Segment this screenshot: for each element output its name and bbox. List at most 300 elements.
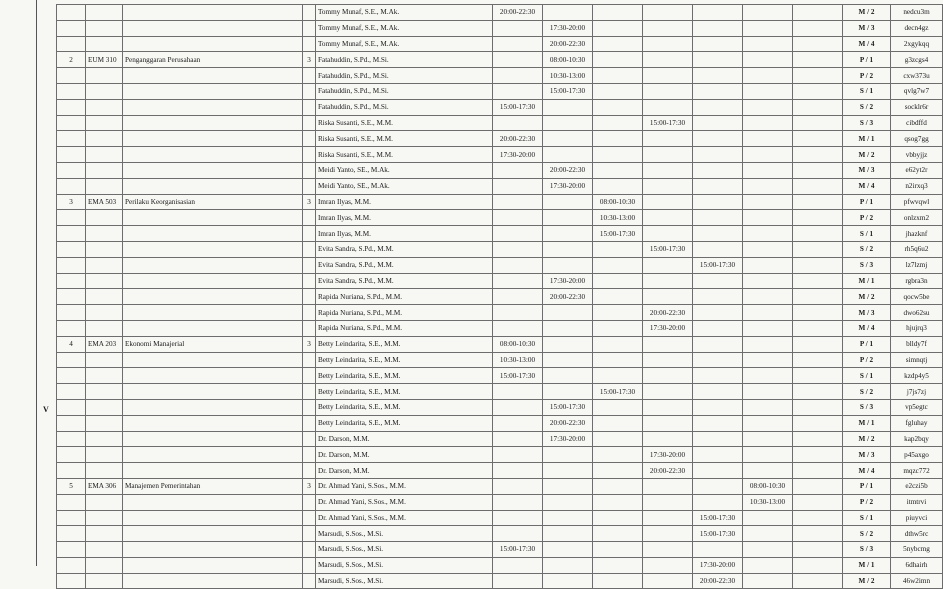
time-slot-cell <box>793 83 843 99</box>
credit-cell <box>303 352 316 368</box>
course-number-cell <box>57 384 86 400</box>
time-slot-cell <box>643 399 693 415</box>
left-margin-rule <box>36 0 37 566</box>
course-name-cell <box>123 510 303 526</box>
time-slot-cell: 08:00-10:30 <box>493 336 543 352</box>
credit-cell <box>303 162 316 178</box>
time-slot-cell <box>743 210 793 226</box>
time-slot-cell <box>643 289 693 305</box>
time-slot-cell <box>743 305 793 321</box>
time-slot-cell <box>543 99 593 115</box>
time-slot-cell <box>793 289 843 305</box>
time-slot-cell <box>643 52 693 68</box>
class-token-cell: mqzc772 <box>891 463 943 479</box>
course-code-cell <box>86 83 123 99</box>
course-name-cell <box>123 99 303 115</box>
lecturer-cell: Evita Sandra, S.Pd., M.M. <box>316 241 493 257</box>
course-code-cell: EMA 203 <box>86 336 123 352</box>
time-slot-cell <box>593 447 643 463</box>
credit-cell <box>303 431 316 447</box>
time-slot-cell <box>643 542 693 558</box>
time-slot-cell <box>593 415 643 431</box>
class-token-cell: onlzxm2 <box>891 210 943 226</box>
course-code-cell <box>86 273 123 289</box>
time-slot-cell <box>693 226 743 242</box>
time-slot-cell <box>593 352 643 368</box>
time-slot-cell <box>743 526 793 542</box>
class-token-cell: 46w2imn <box>891 573 943 589</box>
time-slot-cell <box>693 83 743 99</box>
time-slot-cell <box>543 526 593 542</box>
credit-cell <box>303 83 316 99</box>
lecturer-cell: Riska Susanti, S.E., M.M. <box>316 147 493 163</box>
time-slot-cell <box>493 320 543 336</box>
time-slot-cell: 20:00-22:30 <box>643 463 693 479</box>
time-slot-cell <box>543 147 593 163</box>
time-slot-cell <box>493 573 543 589</box>
time-slot-cell <box>793 241 843 257</box>
course-number-cell <box>57 320 86 336</box>
time-slot-cell <box>493 162 543 178</box>
class-token-cell: fgluhay <box>891 415 943 431</box>
course-number-cell <box>57 20 86 36</box>
class-room-cell: S / 2 <box>843 241 891 257</box>
class-token-cell: 6dhairh <box>891 557 943 573</box>
class-room-cell: M / 2 <box>843 5 891 21</box>
course-code-cell <box>86 131 123 147</box>
class-token-cell: vbbyjjz <box>891 147 943 163</box>
time-slot-cell <box>493 83 543 99</box>
time-slot-cell <box>643 478 693 494</box>
credit-cell <box>303 5 316 21</box>
time-slot-cell <box>543 210 593 226</box>
time-slot-cell <box>493 241 543 257</box>
course-name-cell <box>123 210 303 226</box>
lecturer-cell: Tommy Munaf, S.E., M.Ak. <box>316 36 493 52</box>
time-slot-cell <box>643 194 693 210</box>
time-slot-cell: 17:30-20:00 <box>543 178 593 194</box>
time-slot-cell <box>793 52 843 68</box>
time-slot-cell <box>643 494 693 510</box>
time-slot-cell: 20:00-22:30 <box>543 415 593 431</box>
time-slot-cell <box>543 115 593 131</box>
class-room-cell: S / 1 <box>843 83 891 99</box>
credit-cell <box>303 542 316 558</box>
time-slot-cell <box>793 147 843 163</box>
class-token-cell: dwo62su <box>891 305 943 321</box>
time-slot-cell: 17:30-20:00 <box>543 273 593 289</box>
time-slot-cell <box>793 20 843 36</box>
time-slot-cell <box>643 526 693 542</box>
table-row <box>57 131 943 147</box>
time-slot-cell: 17:30-20:00 <box>643 320 693 336</box>
class-room-cell: P / 2 <box>843 494 891 510</box>
time-slot-cell: 08:00-10:30 <box>543 52 593 68</box>
course-number-cell <box>57 289 86 305</box>
course-name-cell <box>123 542 303 558</box>
table-row <box>57 305 943 321</box>
course-code-cell <box>86 415 123 431</box>
credit-cell <box>303 241 316 257</box>
time-slot-cell <box>643 162 693 178</box>
time-slot-cell <box>793 178 843 194</box>
class-token-cell: jhazknf <box>891 226 943 242</box>
course-number-cell <box>57 226 86 242</box>
lecturer-cell: Rapida Nuriana, S.Pd., M.M. <box>316 320 493 336</box>
time-slot-cell <box>593 162 643 178</box>
class-token-cell: kzdp4y5 <box>891 368 943 384</box>
time-slot-cell <box>493 463 543 479</box>
time-slot-cell <box>593 115 643 131</box>
time-slot-cell <box>693 447 743 463</box>
course-code-cell <box>86 99 123 115</box>
course-number-cell <box>57 494 86 510</box>
lecturer-cell: Dr. Ahmad Yani, S.Sos., M.M. <box>316 510 493 526</box>
time-slot-cell: 15:00-17:30 <box>693 257 743 273</box>
course-name-cell <box>123 384 303 400</box>
time-slot-cell <box>693 20 743 36</box>
table-row <box>57 194 943 210</box>
time-slot-cell <box>793 257 843 273</box>
course-number-cell <box>57 542 86 558</box>
course-number-cell <box>57 68 86 84</box>
time-slot-cell <box>543 573 593 589</box>
time-slot-cell <box>593 320 643 336</box>
table-row <box>57 573 943 589</box>
course-name-cell <box>123 447 303 463</box>
table-row <box>57 510 943 526</box>
lecturer-cell: Betty Leindarita, S.E., M.M. <box>316 352 493 368</box>
time-slot-cell <box>693 431 743 447</box>
lecturer-cell: Meidi Yanto, SE., M.Ak. <box>316 162 493 178</box>
course-name-cell <box>123 305 303 321</box>
time-slot-cell <box>743 415 793 431</box>
time-slot-cell <box>493 510 543 526</box>
course-code-cell <box>86 463 123 479</box>
time-slot-cell <box>643 210 693 226</box>
table-row <box>57 36 943 52</box>
time-slot-cell <box>693 5 743 21</box>
credit-cell <box>303 226 316 242</box>
credit-cell <box>303 36 316 52</box>
course-code-cell <box>86 210 123 226</box>
table-row <box>57 178 943 194</box>
time-slot-cell <box>593 463 643 479</box>
class-room-cell: P / 1 <box>843 478 891 494</box>
time-slot-cell <box>543 494 593 510</box>
credit-cell <box>303 289 316 305</box>
course-number-cell <box>57 99 86 115</box>
course-code-cell <box>86 352 123 368</box>
class-room-cell: M / 4 <box>843 463 891 479</box>
table-row <box>57 289 943 305</box>
time-slot-cell <box>693 99 743 115</box>
course-name-cell <box>123 5 303 21</box>
course-name-cell: Ekonomi Manajerial <box>123 336 303 352</box>
credit-cell <box>303 463 316 479</box>
time-slot-cell: 15:00-17:30 <box>643 115 693 131</box>
course-number-cell <box>57 399 86 415</box>
course-code-cell <box>86 447 123 463</box>
time-slot-cell <box>693 162 743 178</box>
table-row <box>57 336 943 352</box>
course-code-cell: EUM 310 <box>86 52 123 68</box>
time-slot-cell: 17:30-20:00 <box>693 557 743 573</box>
time-slot-cell <box>643 257 693 273</box>
course-code-cell <box>86 36 123 52</box>
lecturer-cell: Dr. Darson, M.M. <box>316 431 493 447</box>
time-slot-cell <box>493 20 543 36</box>
time-slot-cell <box>693 210 743 226</box>
time-slot-cell <box>743 36 793 52</box>
time-slot-cell <box>643 273 693 289</box>
class-room-cell: S / 3 <box>843 257 891 273</box>
time-slot-cell <box>693 36 743 52</box>
time-slot-cell <box>593 557 643 573</box>
course-code-cell <box>86 178 123 194</box>
time-slot-cell <box>743 52 793 68</box>
class-token-cell: qocw5be <box>891 289 943 305</box>
time-slot-cell <box>793 131 843 147</box>
time-slot-cell <box>643 5 693 21</box>
time-slot-cell <box>743 5 793 21</box>
course-name-cell <box>123 83 303 99</box>
class-room-cell: M / 2 <box>843 289 891 305</box>
time-slot-cell <box>643 368 693 384</box>
time-slot-cell <box>643 83 693 99</box>
lecturer-cell: Evita Sandra, S.Pd., M.M. <box>316 273 493 289</box>
time-slot-cell: 15:00-17:30 <box>543 399 593 415</box>
course-number-cell <box>57 162 86 178</box>
course-code-cell <box>86 147 123 163</box>
time-slot-cell <box>593 20 643 36</box>
time-slot-cell <box>593 289 643 305</box>
time-slot-cell <box>593 83 643 99</box>
course-number-cell <box>57 241 86 257</box>
lecturer-cell: Betty Leindarita, S.E., M.M. <box>316 415 493 431</box>
time-slot-cell <box>743 399 793 415</box>
table-row <box>57 415 943 431</box>
time-slot-cell <box>493 431 543 447</box>
table-row <box>57 241 943 257</box>
class-room-cell: S / 1 <box>843 368 891 384</box>
table-row <box>57 273 943 289</box>
table-row <box>57 368 943 384</box>
time-slot-cell <box>543 226 593 242</box>
time-slot-cell <box>793 557 843 573</box>
time-slot-cell <box>493 257 543 273</box>
time-slot-cell <box>493 526 543 542</box>
time-slot-cell <box>593 526 643 542</box>
course-name-cell <box>123 399 303 415</box>
time-slot-cell <box>793 36 843 52</box>
course-name-cell <box>123 20 303 36</box>
time-slot-cell <box>743 20 793 36</box>
time-slot-cell <box>593 241 643 257</box>
time-slot-cell <box>743 352 793 368</box>
time-slot-cell <box>643 352 693 368</box>
time-slot-cell <box>493 557 543 573</box>
time-slot-cell <box>793 542 843 558</box>
table-row <box>57 226 943 242</box>
lecturer-cell: Marsudi, S.Sos., M.Si. <box>316 526 493 542</box>
time-slot-cell: 15:00-17:30 <box>543 83 593 99</box>
course-code-cell: EMA 503 <box>86 194 123 210</box>
credit-cell <box>303 399 316 415</box>
time-slot-cell <box>493 68 543 84</box>
course-code-cell <box>86 289 123 305</box>
credit-cell <box>303 526 316 542</box>
class-room-cell: S / 2 <box>843 384 891 400</box>
time-slot-cell: 10:30-13:00 <box>743 494 793 510</box>
lecturer-cell: Rapida Nuriana, S.Pd., M.M. <box>316 289 493 305</box>
time-slot-cell <box>593 542 643 558</box>
class-token-cell: pfwvqwl <box>891 194 943 210</box>
time-slot-cell <box>543 336 593 352</box>
time-slot-cell <box>743 557 793 573</box>
time-slot-cell <box>793 510 843 526</box>
time-slot-cell <box>693 494 743 510</box>
course-code-cell <box>86 257 123 273</box>
time-slot-cell: 10:30-13:00 <box>543 68 593 84</box>
class-token-cell: cxw373u <box>891 68 943 84</box>
time-slot-cell <box>743 147 793 163</box>
time-slot-cell: 20:00-22:30 <box>693 573 743 589</box>
course-code-cell <box>86 241 123 257</box>
time-slot-cell: 08:00-10:30 <box>593 194 643 210</box>
class-room-cell: M / 3 <box>843 305 891 321</box>
credit-cell <box>303 115 316 131</box>
time-slot-cell <box>793 305 843 321</box>
time-slot-cell <box>643 415 693 431</box>
lecturer-cell: Marsudi, S.Sos., M.Si. <box>316 557 493 573</box>
time-slot-cell <box>543 557 593 573</box>
credit-cell <box>303 320 316 336</box>
time-slot-cell <box>593 368 643 384</box>
course-number-cell <box>57 83 86 99</box>
table-row <box>57 68 943 84</box>
time-slot-cell <box>793 99 843 115</box>
lecturer-cell: Betty Leindarita, S.E., M.M. <box>316 368 493 384</box>
course-name-cell <box>123 131 303 147</box>
course-number-cell <box>57 131 86 147</box>
time-slot-cell <box>743 115 793 131</box>
lecturer-cell: Rapida Nuriana, S.Pd., M.M. <box>316 305 493 321</box>
lecturer-cell: Tommy Munaf, S.E., M.Ak. <box>316 20 493 36</box>
credit-cell <box>303 415 316 431</box>
class-token-cell: n2irxq3 <box>891 178 943 194</box>
time-slot-cell <box>493 478 543 494</box>
table-row <box>57 20 943 36</box>
time-slot-cell <box>593 305 643 321</box>
lecturer-cell: Imran Ilyas, M.M. <box>316 194 493 210</box>
time-slot-cell <box>693 68 743 84</box>
time-slot-cell <box>543 542 593 558</box>
table-row <box>57 320 943 336</box>
time-slot-cell <box>743 131 793 147</box>
lecturer-cell: Meidi Yanto, SE., M.Ak. <box>316 178 493 194</box>
table-row <box>57 99 943 115</box>
course-number-cell: 2 <box>57 52 86 68</box>
credit-cell: 3 <box>303 336 316 352</box>
class-token-cell: 5nybcmg <box>891 542 943 558</box>
time-slot-cell <box>593 399 643 415</box>
course-number-cell <box>57 526 86 542</box>
table-row <box>57 463 943 479</box>
time-slot-cell <box>693 131 743 147</box>
time-slot-cell <box>593 257 643 273</box>
course-code-cell <box>86 557 123 573</box>
lecturer-cell: Dr. Darson, M.M. <box>316 447 493 463</box>
time-slot-cell <box>493 447 543 463</box>
credit-cell <box>303 257 316 273</box>
time-slot-cell <box>693 194 743 210</box>
lecturer-cell: Fatahuddin, S.Pd., M.Si. <box>316 68 493 84</box>
time-slot-cell <box>493 226 543 242</box>
course-number-cell <box>57 557 86 573</box>
time-slot-cell <box>793 494 843 510</box>
time-slot-cell <box>743 241 793 257</box>
course-code-cell <box>86 494 123 510</box>
lecturer-cell: Dr. Ahmad Yani, S.Sos., M.M. <box>316 494 493 510</box>
class-token-cell: 2xgykqq <box>891 36 943 52</box>
time-slot-cell <box>693 384 743 400</box>
time-slot-cell <box>793 384 843 400</box>
course-name-cell <box>123 526 303 542</box>
table-row <box>57 447 943 463</box>
time-slot-cell <box>743 510 793 526</box>
time-slot-cell <box>743 178 793 194</box>
time-slot-cell <box>493 178 543 194</box>
time-slot-cell <box>543 463 593 479</box>
day-label: V <box>43 405 49 414</box>
credit-cell <box>303 99 316 115</box>
time-slot-cell: 20:00-22:30 <box>543 36 593 52</box>
credit-cell <box>303 68 316 84</box>
time-slot-cell <box>543 241 593 257</box>
time-slot-cell <box>693 542 743 558</box>
time-slot-cell: 15:00-17:30 <box>493 99 543 115</box>
time-slot-cell <box>593 131 643 147</box>
credit-cell <box>303 573 316 589</box>
course-number-cell: 4 <box>57 336 86 352</box>
table-row <box>57 384 943 400</box>
course-name-cell <box>123 36 303 52</box>
time-slot-cell <box>643 36 693 52</box>
table-row <box>57 52 943 68</box>
course-number-cell <box>57 415 86 431</box>
time-slot-cell <box>493 415 543 431</box>
time-slot-cell <box>643 384 693 400</box>
course-code-cell <box>86 320 123 336</box>
time-slot-cell <box>793 415 843 431</box>
class-token-cell: dthw5rc <box>891 526 943 542</box>
class-room-cell: S / 2 <box>843 99 891 115</box>
credit-cell <box>303 273 316 289</box>
lecturer-cell: Betty Leindarita, S.E., M.M. <box>316 336 493 352</box>
time-slot-cell <box>743 573 793 589</box>
time-slot-cell <box>743 542 793 558</box>
time-slot-cell <box>643 557 693 573</box>
class-token-cell: socklr6r <box>891 99 943 115</box>
time-slot-cell <box>643 178 693 194</box>
credit-cell <box>303 510 316 526</box>
credit-cell <box>303 384 316 400</box>
schedule-rows <box>57 5 943 589</box>
time-slot-cell <box>743 68 793 84</box>
course-name-cell <box>123 147 303 163</box>
time-slot-cell <box>693 147 743 163</box>
